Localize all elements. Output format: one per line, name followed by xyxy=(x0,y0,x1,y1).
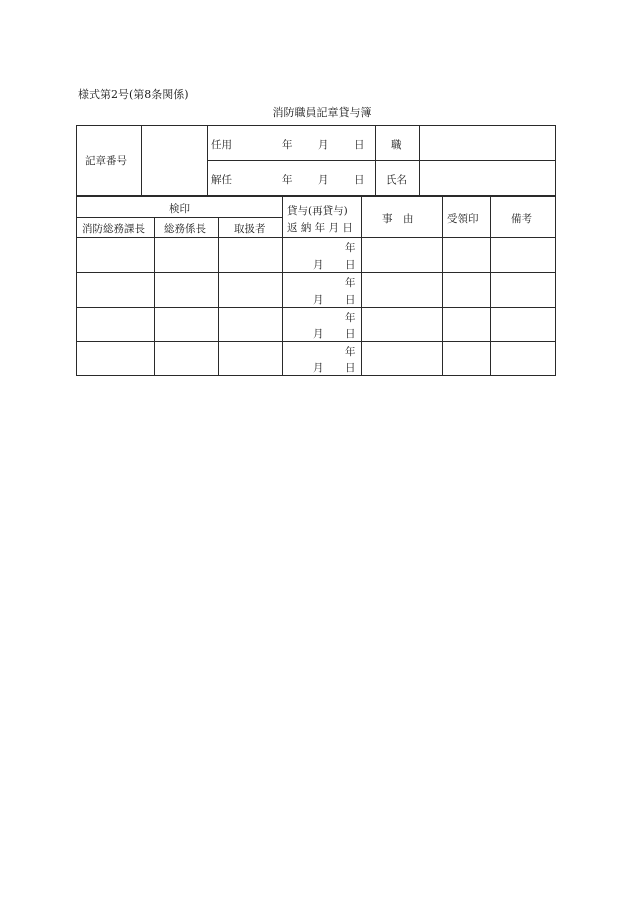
appointed-day: 日 xyxy=(354,139,365,151)
row-4-year: 年 xyxy=(345,346,356,358)
page-title: 消防職員記章貸与簿 xyxy=(272,106,372,119)
dismissed-day: 日 xyxy=(354,174,365,186)
subchief-header: 総務係長 xyxy=(164,223,206,235)
lend-header: 貸与(再貸与) xyxy=(287,205,348,217)
position-label: 職 xyxy=(391,139,402,151)
name-label: 氏名 xyxy=(386,174,407,186)
dismissed-label: 解任 xyxy=(211,174,232,186)
row-4-day: 日 xyxy=(345,362,356,374)
appointed-month: 月 xyxy=(318,139,329,151)
receipt-seal-header: 受領印 xyxy=(447,213,479,225)
return-date-header: 返 納 年 月 日 xyxy=(287,222,353,234)
row-4-month: 月 xyxy=(313,362,324,374)
row-1-day: 日 xyxy=(345,259,356,271)
row-3-day: 日 xyxy=(345,328,356,340)
row-3-month: 月 xyxy=(313,328,324,340)
handler-header: 取扱者 xyxy=(234,223,266,235)
row-2-day: 日 xyxy=(345,294,356,306)
row-2-year: 年 xyxy=(345,277,356,289)
dismissed-month: 月 xyxy=(318,174,329,186)
lending-log-table xyxy=(76,196,556,376)
badge-number-label: 記章番号 xyxy=(85,155,127,167)
row-1-year: 年 xyxy=(345,242,356,254)
appointed-year: 年 xyxy=(282,139,293,151)
inspection-seal-header: 検印 xyxy=(169,203,190,215)
remarks-header: 備考 xyxy=(511,213,532,225)
appointed-label: 任用 xyxy=(211,139,232,151)
row-1-month: 月 xyxy=(313,259,324,271)
dismissed-year: 年 xyxy=(282,174,293,186)
form-number: 様式第2号(第8条関係) xyxy=(78,88,189,101)
badge-info-table xyxy=(76,125,556,196)
row-3-year: 年 xyxy=(345,312,356,324)
row-2-month: 月 xyxy=(313,294,324,306)
reason-header: 事 由 xyxy=(382,213,414,225)
chief-header: 消防総務課長 xyxy=(82,223,145,235)
